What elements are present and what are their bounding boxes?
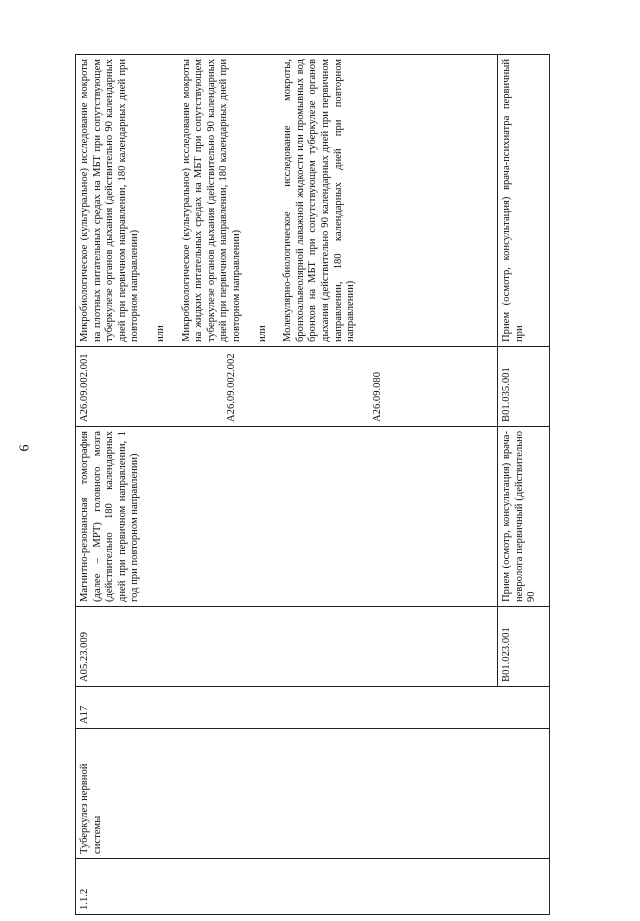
table-canvas (75, 55, 550, 915)
study-description: Микробиологическое (культуральное) исследование мокроты на жидких питательных средах на МБТ при сопутствующем туберкулезе органов дыхания (действительно 90 календарных дней при первичном направлении, 180 календарных дней при повторном направлении) (180, 59, 242, 342)
study-description: Микробиологическое (культуральное) исследование мокроты на плотных питательных средах на МБТ при сопутствующем туберкулезе органов дыхания (действительно 90 календарных дней при первичном направлении, 180 календарных дней при повторном направлении) (79, 59, 141, 342)
consult-description-cell: Прием (осмотр, консультация) врача-невролога первичный (действительно 90 (498, 427, 550, 607)
study-code: A26.09.080 (372, 371, 384, 422)
icd-code-cell: A17 (76, 687, 550, 729)
service-description-cell: Магнитно-резонансная томография (далее – МРТ) головного мозга (действительно 180 календарных дней при первичном направлении, 1 год при повторном направлении) (76, 427, 498, 607)
study-description: Молекулярно-биологическое исследование мокроты, бронхоальвеолярной лаважной жидкости или промывных вод бронхов на МБТ при сопутствующем туберкулезе органов дыхания (действительно 90 календарных дней при первичном направлении, 180 календарных дней при повторном направлении) (282, 59, 357, 342)
consult-code-cell: B01.023.001 (498, 607, 550, 687)
rotated-table-frame (75, 55, 550, 915)
study-code: A26.09.002.001 (79, 353, 90, 422)
disease-cell: Туберкулез нервной системы (76, 729, 550, 859)
consult-code-cell: B01.035.001 (498, 347, 550, 427)
page-number: 6 (17, 444, 33, 452)
row-number-cell: 1.1.2 (76, 859, 550, 915)
or-label: или (154, 325, 166, 342)
study-code: A26.09.002.002 (225, 353, 237, 422)
study-codes-cell (76, 347, 498, 427)
consult-description-cell: Прием (осмотр, консультация) врача-психиатра первичный при (498, 55, 550, 347)
table-row (76, 55, 498, 915)
or-label: или (256, 325, 268, 342)
services-table (75, 54, 550, 915)
study-descriptions-cell (76, 55, 498, 347)
service-code-cell: A05.23.009 (76, 607, 498, 687)
